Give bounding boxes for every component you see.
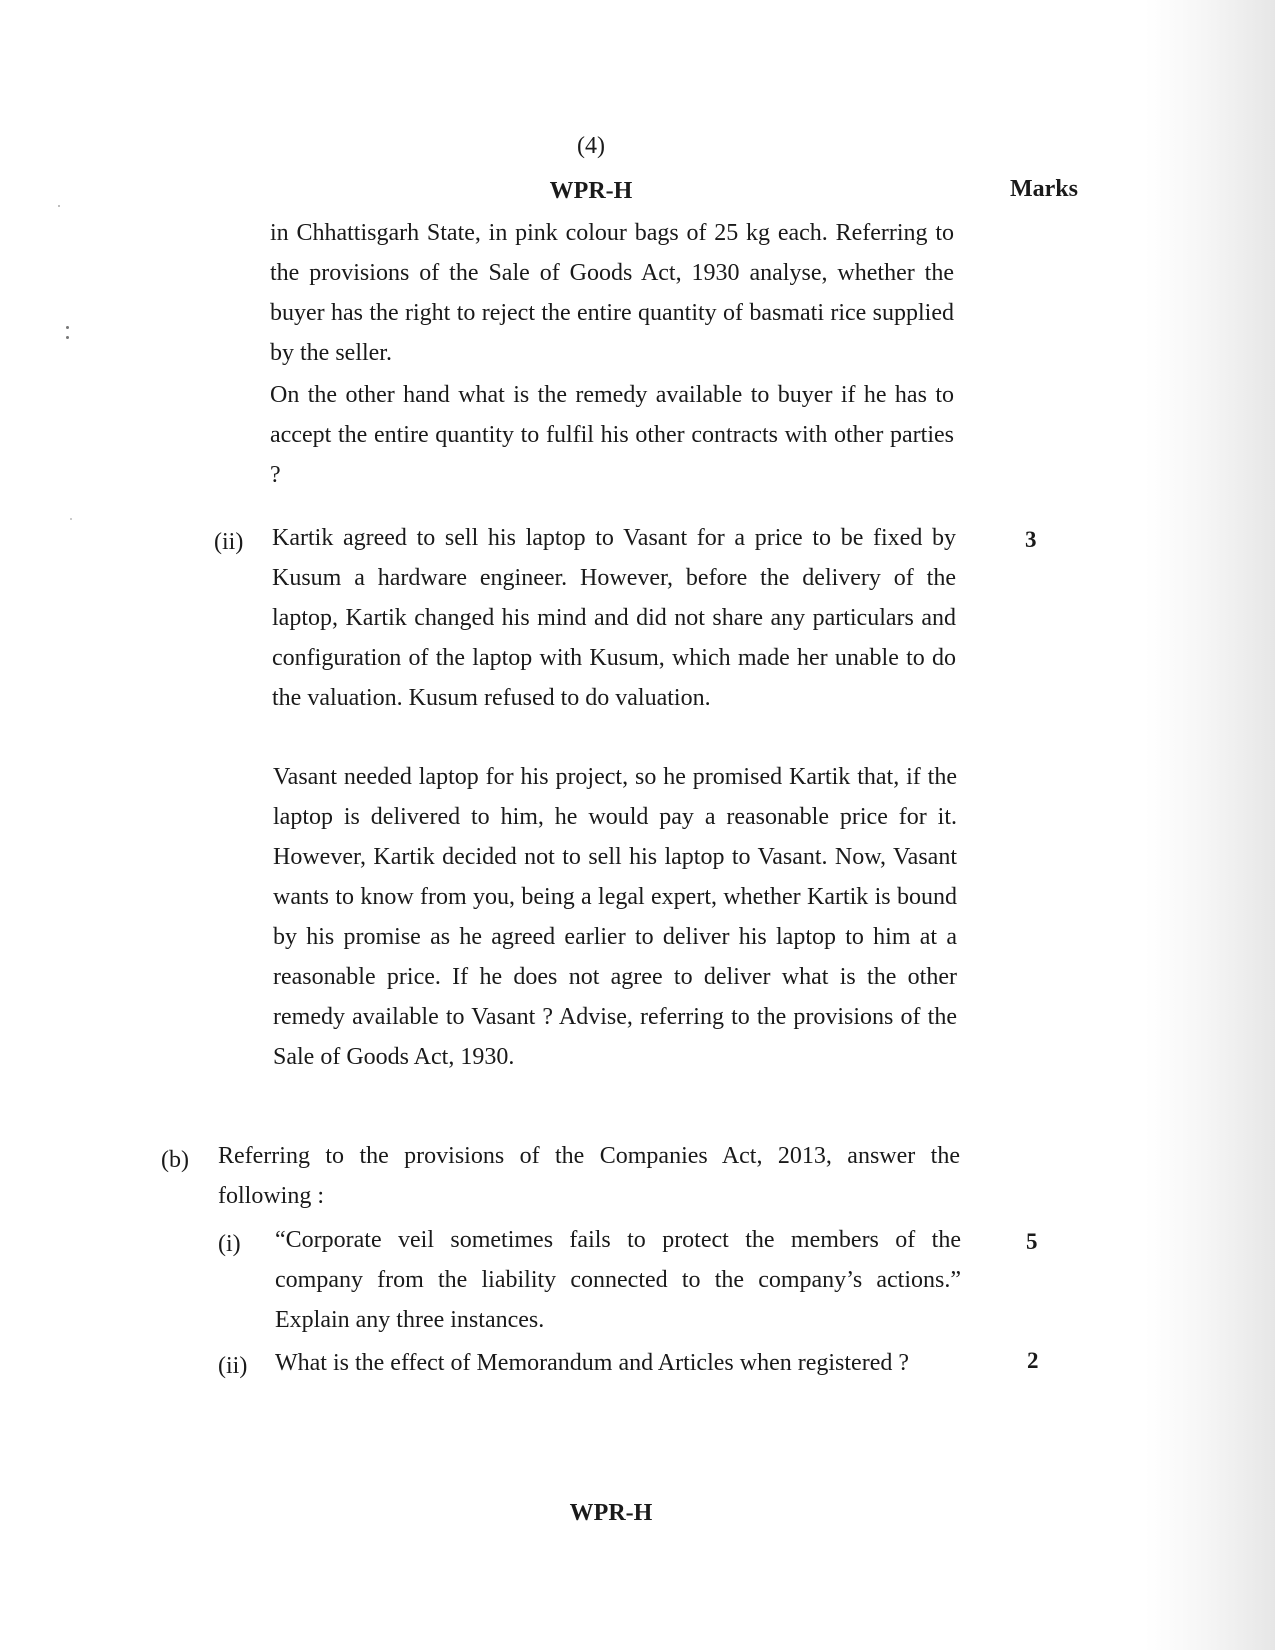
question-b-i-text: “Corporate veil sometimes fails to protect the members of the company from the liability connected to the company’s actions.” Explain any three instances. xyxy=(275,1227,961,1333)
question-b-i-marks: 5 xyxy=(1026,1229,1038,1254)
question-a-i-remedy-paragraph: On the other hand what is the remedy available to buyer if he has to accept the entire quantity to fulfil his other contracts with other parties ? xyxy=(270,382,954,488)
page-number: (4) xyxy=(577,133,605,159)
scan-speck xyxy=(58,205,60,207)
scan-speck xyxy=(70,518,72,520)
question-b-ii-text: What is the effect of Memorandum and Articles when registered ? xyxy=(275,1350,909,1376)
marks-column-heading: Marks xyxy=(1010,176,1078,202)
question-a-ii-paragraph-1: Kartik agreed to sell his laptop to Vasant for a price to be fixed by Kusum a hardware engineer. However, before the delivery of the laptop, Kartik changed his mind and did not share any particulars and configuration of the laptop with Kusum, which made her unable to do the valuation. Kusum refused to do valuation. xyxy=(272,525,956,711)
scan-speck xyxy=(66,336,69,339)
question-b-i-label: (i) xyxy=(218,1231,241,1257)
question-b-intro: Referring to the provisions of the Companies Act, 2013, answer the following : xyxy=(218,1143,960,1209)
question-b-ii-marks: 2 xyxy=(1027,1348,1039,1373)
question-a-ii-paragraph-2: Vasant needed laptop for his project, so he promised Kartik that, if the laptop is delivered to him, he would pay a reasonable price for it. However, Kartik decided not to sell his laptop to Vasant. Now, Vasant wants to know from you, being a legal expert, whether Kartik is bound by his promise as he agreed earlier to deliver his laptop to him at a reasonable price. If he does not agree to deliver what is the other remedy available to Vasant ? Advise, referring to the provisions of the Sale of Goods Act, 1930. xyxy=(273,764,957,1070)
question-a-i-continued-paragraph: in Chhattisgarh State, in pink colour bags of 25 kg each. Referring to the provisions of the Sale of Goods Act, 1930 analyse, whether the buyer has the right to reject the entire quantity of basmati rice supplied by the seller. xyxy=(270,220,954,366)
scan-shadow-edge xyxy=(1145,0,1275,1650)
paper-code-footer: WPR-H xyxy=(569,1500,653,1526)
question-b-label: (b) xyxy=(161,1147,189,1173)
scan-speck xyxy=(66,326,69,329)
question-b-ii-label: (ii) xyxy=(218,1353,248,1379)
question-a-ii-label: (ii) xyxy=(214,529,244,555)
paper-code-header: WPR-H xyxy=(549,178,633,204)
question-a-ii-marks: 3 xyxy=(1025,527,1037,552)
